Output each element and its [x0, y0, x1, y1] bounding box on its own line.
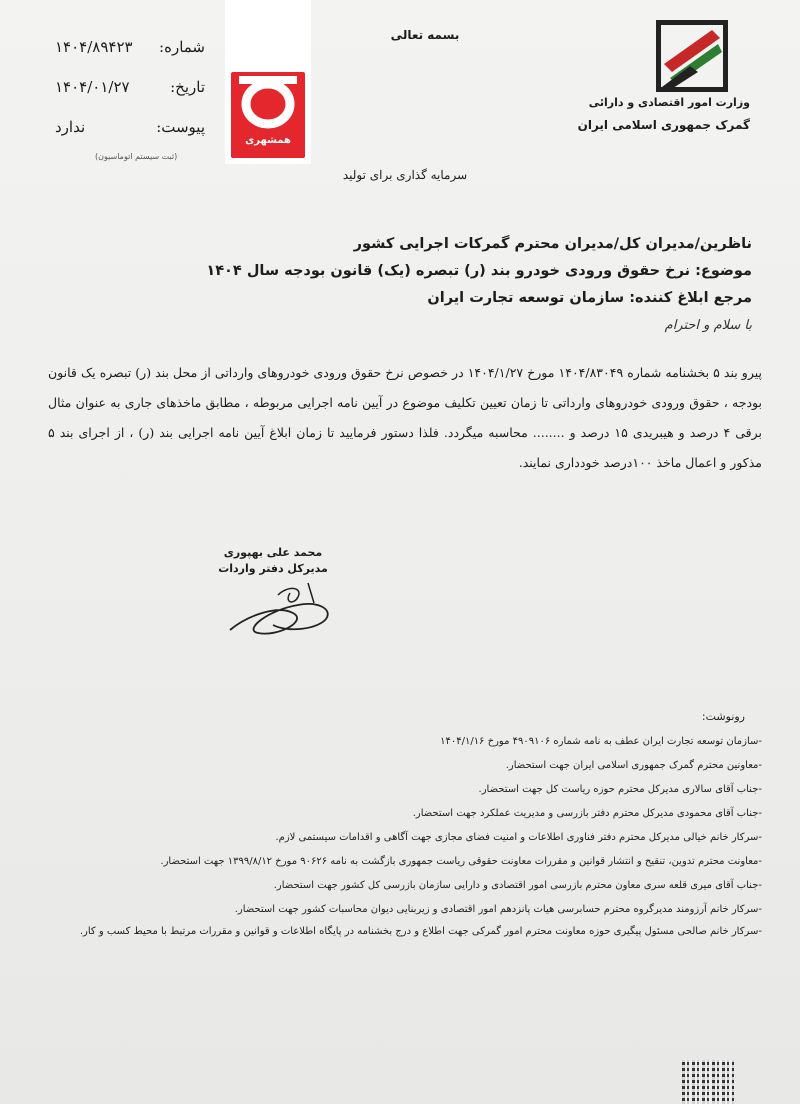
- greeting-line: با سلام و احترام: [664, 318, 752, 333]
- cc-title: رونوشت:: [701, 710, 745, 723]
- cc-item: -جناب آقای میری قلعه سری معاون محترم بازرسی امور اقتصادی و دارایی سازمان بازرسی کل کشور جهت استحضار.: [273, 880, 762, 891]
- letter-body-paragraph: پیرو بند ۵ بخشنامه شماره ۱۴۰۴/۸۳۰۴۹ مورخ ۱۴۰۴/۱/۲۷ در خصوص نرخ حقوق ورودی خودروهای وارداتی از محل بند (ر) تبصره یک قانون بودجه ، حقوق ورودی خودروهای وارداتی تا زمان تعیین تکلیف موضوع در آیین نامه اجرایی مربوطه ، مطابق ماخذهای جاری به عنوان مثال برقی ۴ درصد و هیبریدی ۱۵ درصد و ........ محاسبه میگردد. فلذا دستور فرمایید تا زمان ابلاغ آیین نامه اجرایی بند (ر) ، از اجرای بند ۵ مذکور و اعمال ماخذ ۱۰۰درصد خودداری نمایند.: [48, 365, 762, 470]
- cc-item: -جناب آقای محمودی مدیرکل محترم دفتر بازرسی و مدیریت عملکرد جهت استحضار.: [412, 808, 762, 819]
- subject-line: موضوع: نرخ حقوق ورودی خودرو بند (ر) تبصره (یک) قانون بودجه سال ۱۴۰۴: [206, 263, 752, 279]
- number-label: شماره:: [159, 38, 205, 56]
- letter-number-row: [55, 38, 205, 56]
- cc-item: -معاونت محترم تدوین، تنقیح و انتشار قوانین و مقررات معاونت حقوقی ریاست جمهوری بازگشت به نامه ۹۰۶۲۶ مورخ ۱۳۹۹/۸/۱۲ جهت استحضار.: [160, 856, 762, 867]
- cc-item: -جناب آقای سالاری مدیرکل محترم حوزه ریاست کل جهت استحضار.: [478, 784, 762, 795]
- customs-emblem-icon: [656, 20, 728, 92]
- cc-item: -سرکار خانم صالحی مسئول پیگیری حوزه معاونت محترم امور گمرکی جهت اطلاع و درج بخشنامه در پایگاه اطلاعات و قوانین و مقررات مرتبط با محیط کسب و کار.: [79, 926, 762, 937]
- date-label: تاریخ:: [170, 78, 205, 96]
- news-watermark-logo: [225, 0, 311, 164]
- attachment-value: ندارد: [55, 118, 86, 136]
- cc-list: [40, 730, 762, 942]
- signatory-name: محمد علی بهپوری: [223, 546, 323, 559]
- cc-item: -سرکار خانم آرزومند مدیرگروه محترم حسابرسی هیات پانزدهم امور اقتصادی و زیربنایی دیوان محاسبات کشور جهت استحضار.: [234, 904, 762, 915]
- letter-attachment-row: [55, 118, 205, 136]
- handwritten-signature: [218, 575, 348, 645]
- date-value: ۱۴۰۴/۰۱/۲۷: [55, 78, 130, 96]
- signatory-block: [218, 545, 328, 577]
- reference-line: مرجع ابلاغ کننده: سازمان توسعه تجارت ایران: [427, 290, 752, 306]
- slogan: سرمایه گذاری برای تولید: [342, 168, 468, 182]
- customs-org-name: گمرک جمهوری اسلامی ایران: [577, 118, 750, 132]
- five-glyph-icon: [231, 72, 305, 132]
- recipients-line: ناظرین/مدیران کل/مدیران محترم گمرکات اجرایی کشور: [353, 236, 752, 252]
- system-note: (ثبت سیستم اتوماسیون): [95, 152, 178, 161]
- attachment-label: پیوست:: [156, 118, 205, 136]
- cc-item: -سازمان توسعه تجارت ایران عطف به نامه شماره ۴۹۰۹۱۰۶ مورخ ۱۴۰۴/۱/۱۶: [440, 736, 762, 747]
- news-logo-text: همشهری: [245, 135, 291, 146]
- number-value: ۱۴۰۴/۸۹۴۲۳: [55, 38, 133, 56]
- signatory-title: مدیرکل دفتر واردات: [218, 562, 328, 575]
- cc-item: -سرکار خانم خیالی مدیرکل محترم دفتر فناوری اطلاعات و امنیت فضای مجازی جهت آگاهی و اقدامات سیستمی لازم.: [275, 832, 762, 843]
- letter-date-row: [55, 78, 205, 96]
- cc-item: -معاونین محترم گمرک جمهوری اسلامی ایران جهت استحضار.: [505, 760, 762, 771]
- ministry-name: وزارت امور اقتصادی و دارائی: [588, 96, 750, 109]
- qr-code-icon: [682, 1060, 734, 1104]
- bismillah-header: بسمه تعالی: [390, 28, 460, 42]
